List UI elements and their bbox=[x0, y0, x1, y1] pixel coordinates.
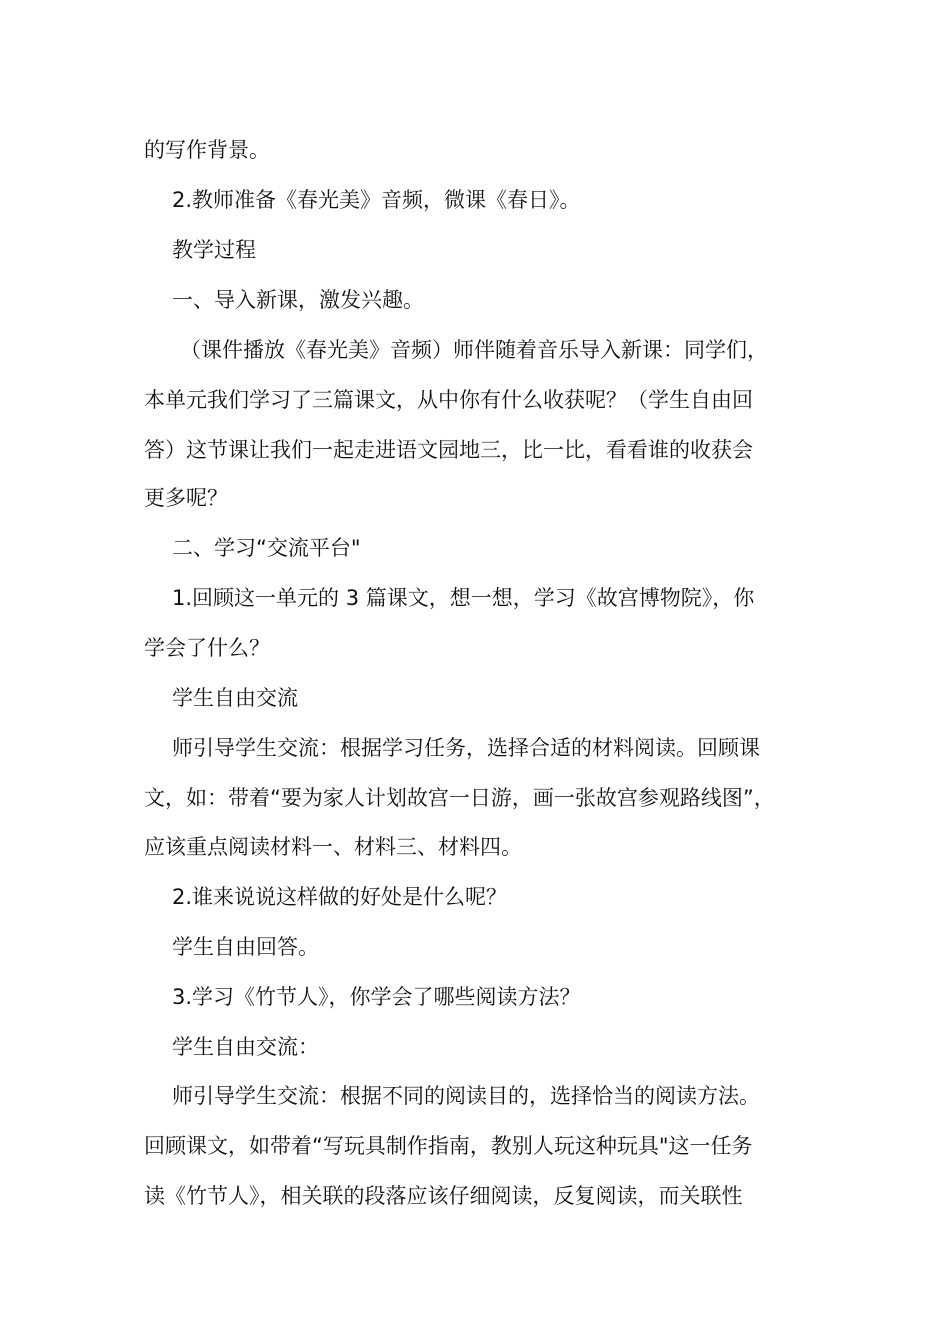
section-heading-intro: 一、导入新课，激发兴趣。 bbox=[172, 288, 424, 312]
text-line-6: 本单元我们学习了三篇课文，从中你有什么收获呢？（学生自由回 bbox=[144, 388, 753, 412]
text-line-21: 回顾课文，如带着“写玩具制作指南，教别人玩这种玩具"这一任务 bbox=[144, 1134, 753, 1158]
text-line-16: 2.谁来说说这样做的好处是什么呢？ bbox=[172, 885, 508, 909]
section-heading-exchange: 二、学习“交流平台" bbox=[172, 536, 361, 560]
text-line-18: 3.学习《竹节人》，你学会了哪些阅读方法？ bbox=[172, 985, 581, 1009]
text-line-13: 师引导学生交流：根据学习任务，选择合适的材料阅读。回顾课 bbox=[172, 736, 760, 760]
text-line-22: 读《竹节人》，相关联的段落应该仔细阅读，反复阅读，而关联性 bbox=[144, 1184, 743, 1208]
text-line-15: 应该重点阅读材料一、材料三、材料四。 bbox=[144, 835, 522, 859]
text-line-8: 更多呢？ bbox=[144, 486, 228, 510]
text-line-11: 学会了什么？ bbox=[144, 636, 270, 660]
text-line-2: 2.教师准备《春光美》音频，微课《春日》。 bbox=[172, 188, 581, 212]
text-line-12: 学生自由交流 bbox=[172, 686, 298, 710]
text-line-17: 学生自由回答。 bbox=[172, 935, 319, 959]
section-heading-teaching-process: 教学过程 bbox=[172, 238, 256, 262]
text-line-5: （课件播放《春光美》音频）师伴随着音乐导入新课：同学们， bbox=[180, 338, 768, 362]
text-line-1: 的写作背景。 bbox=[144, 138, 270, 162]
text-line-20: 师引导学生交流：根据不同的阅读目的，选择恰当的阅读方法。 bbox=[172, 1084, 760, 1108]
text-line-14: 文，如：带着“要为家人计划故宫一日游，画一张故宫参观路线图”， bbox=[144, 786, 775, 810]
text-line-7: 答）这节课让我们一起走进语文园地三，比一比，看看谁的收获会 bbox=[144, 438, 753, 462]
text-line-10: 1.回顾这一单元的 3 篇课文，想一想，学习《故宫博物院》，你 bbox=[172, 586, 755, 610]
text-line-19: 学生自由交流： bbox=[172, 1035, 319, 1059]
